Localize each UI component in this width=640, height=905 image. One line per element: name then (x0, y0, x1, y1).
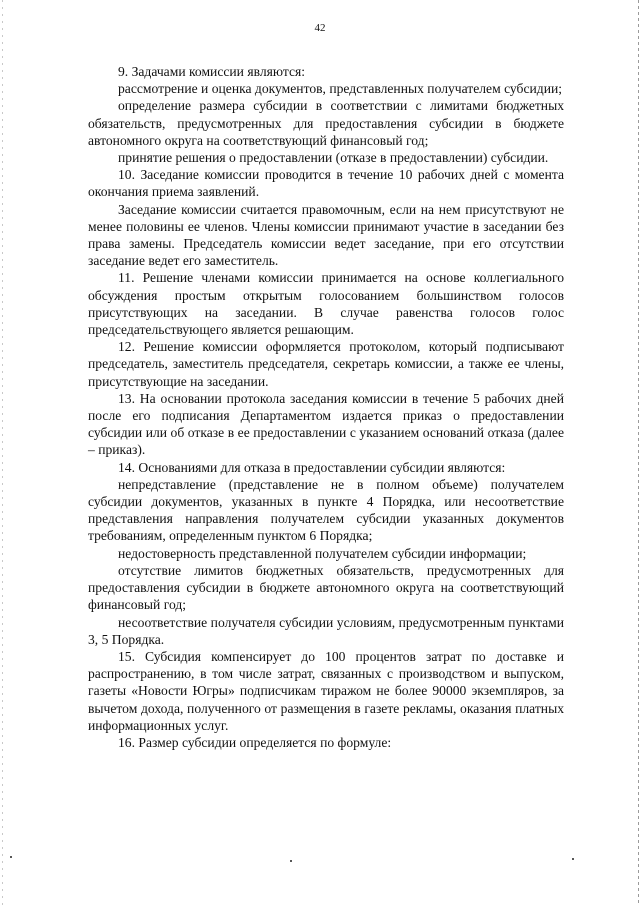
paragraph: 14. Основаниями для отказа в предоставлении субсидии являются: (118, 459, 506, 475)
page-number: 42 (314, 22, 326, 34)
scan-right-edge (638, 0, 639, 905)
paragraph: рассмотрение и оценка документов, представленных получателем субсидии; (118, 81, 563, 97)
paragraph: 13. На основании протокола заседания комиссии в течение 5 рабочих дней после его подписания Департаментом издается приказ о предоставлении субсидии или об отказе в ее предоставлении с указанием оснований отказа (далее – приказ). (88, 390, 564, 458)
scan-speck (572, 858, 574, 860)
paragraph: несоответствие получателя субсидии условиям, предусмотренным пунктами 3, 5 Порядка. (88, 614, 564, 647)
paragraph: отсутствие лимитов бюджетных обязательств, предусмотренных для предоставления субсидии в бюджете автономного округа на соответствующий финансовый год; (88, 562, 564, 613)
scan-speck (10, 856, 12, 858)
paragraph: непредставление (представление не в полном объеме) получателем субсидии документов, указанных в пункте 4 Порядка, или несоответствие представления направления получателем субсидии указанных документов требованиям, определенным пунктом 6 Порядка; (88, 476, 564, 544)
paragraph: 12. Решение комиссии оформляется протоколом, который подписывают председатель, заместитель председателя, секретарь комиссии, а также ее члены, присутствующие на заседании. (88, 339, 564, 389)
paragraph: принятие решения о предоставлении (отказе в предоставлении) субсидии. (118, 150, 549, 166)
paragraph: определение размера субсидии в соответствии с лимитами бюджетных обязательств, предусмотренных для предоставления субсидии в бюджете автономного округа на соответствующий финансовый год; (88, 98, 564, 148)
paragraph: недостоверность представленной получателем субсидии информации; (118, 545, 527, 561)
paragraph: 9. Задачами комиссии являются: (118, 64, 306, 79)
paragraph: 11. Решение членами комиссии принимается на основе коллегиального обсуждения простым открытым голосованием большинством голосов присутствующих на заседании. В случае равенства голосов голос председательствующего является решающим. (88, 270, 564, 338)
paragraph: 16. Размер субсидии определяется по формуле: (118, 734, 392, 750)
paragraph: 15. Субсидия компенсирует до 100 процентов затрат по доставке и распространению, в том числе затрат, связанных с производством и выпуском, газеты «Новости Югры» подписчикам тиражом не более 90000 экземпляров, за вычетом дохода, полученного от размещения в газете рекламы, оказания платных информационных услуг. (88, 648, 564, 733)
document-body (88, 63, 564, 751)
scan-speck (290, 860, 292, 862)
paragraph: Заседание комиссии считается правомочным, если на нем присутствуют не менее половины ее членов. Члены комиссии принимают участие в заседании без права замены. Председатель комиссии ведет заседание, при его отсутствии заседание ведет его заместитель. (88, 201, 564, 269)
scan-left-edge (2, 0, 3, 905)
paragraph: 10. Заседание комиссии проводится в течение 10 рабочих дней с момента окончания приема заявлений. (88, 167, 564, 200)
